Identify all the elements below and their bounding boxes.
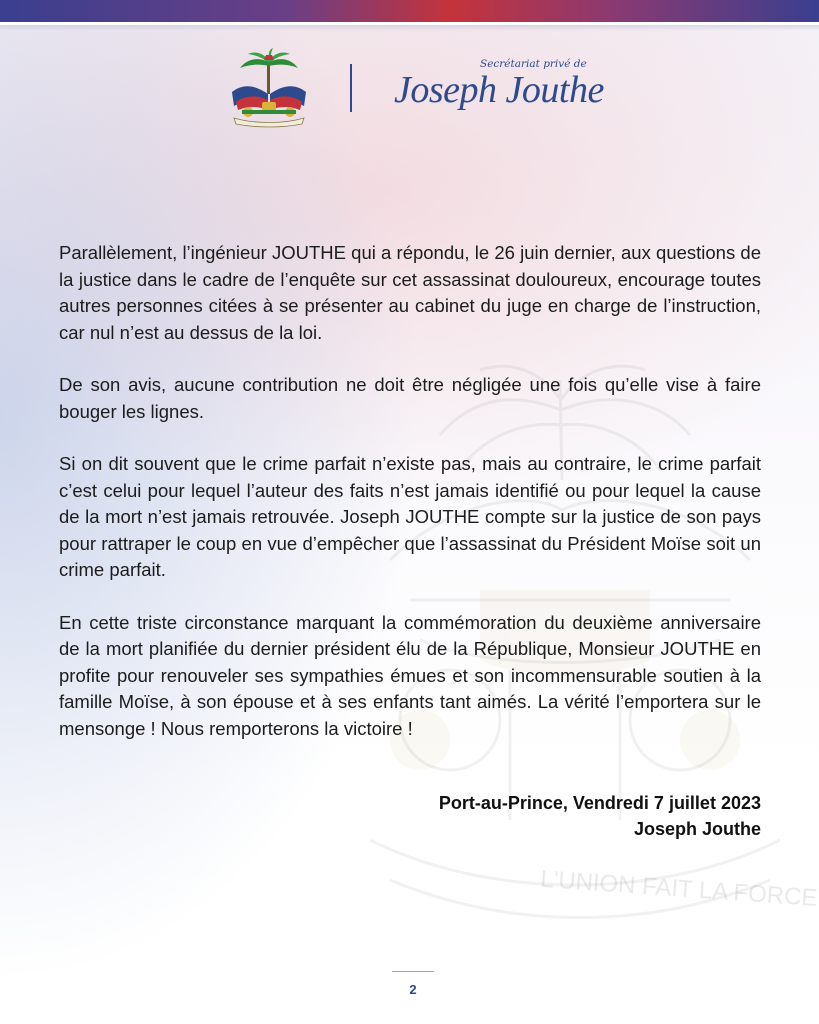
place-date: Port-au-Prince, Vendredi 7 juillet 2023 [438,793,761,813]
paragraph: Parallèlement, l’ingénieur JOUTHE qui a répondu, le 26 juin dernier, aux questions de la justice dans le cadre de l’enquête sur cet assassinat douloureux, encourage toutes autres personnes citées à se présenter au cabinet du juge en charge de l’instruction, car nul n’est au dessus de la loi. [59,242,761,343]
signatory-name: Joseph Jouthe [633,819,761,839]
brand-subtitle: Secrétariat privé de [480,58,587,70]
footer-divider [392,971,434,972]
letter-body [59,240,761,742]
letterhead [224,48,604,130]
paragraph: En cette triste circonstance marquant la commémoration du deuxième anniversaire de la mort planifiée du dernier président élu de la République, Monsieur JOUTHE en profite pour renouveler ses sympathies émues et son incommensurable soutien à la famille Moïse, à son épouse et à ses enfants tant aimés. La vérité l’emportera sur le mensonge ! Nous remporterons la victoire ! [59,611,761,739]
page-number: 2 [409,982,417,997]
paragraph: De son avis, aucune contribution ne doit être négligée une fois qu’elle vise à faire bouger les lignes. [59,374,761,422]
brand-name: Joseph Jouthe [394,69,604,111]
top-bar-shadow [0,25,819,31]
haiti-coat-of-arms-icon [224,48,314,128]
top-color-bar [0,0,819,22]
watermark-motto: L'UNION FAIT LA FORCE [539,865,819,912]
signature-block [439,790,761,842]
brand-logo [392,56,604,122]
paragraph: Si on dit souvent que le crime parfait n’existe pas, mais au contraire, le crime parfait c’est celui pour lequel l’auteur des faits n’est jamais identifié ou pour lequel la cause de la mort n’est jamais retrouvée. Joseph JOUTHE compte sur la justice de son pays pour rattraper le coup en vue d’empêcher que l’assassinat du Président Moïse soit un crime parfait. [59,453,761,580]
header-divider [350,64,352,112]
